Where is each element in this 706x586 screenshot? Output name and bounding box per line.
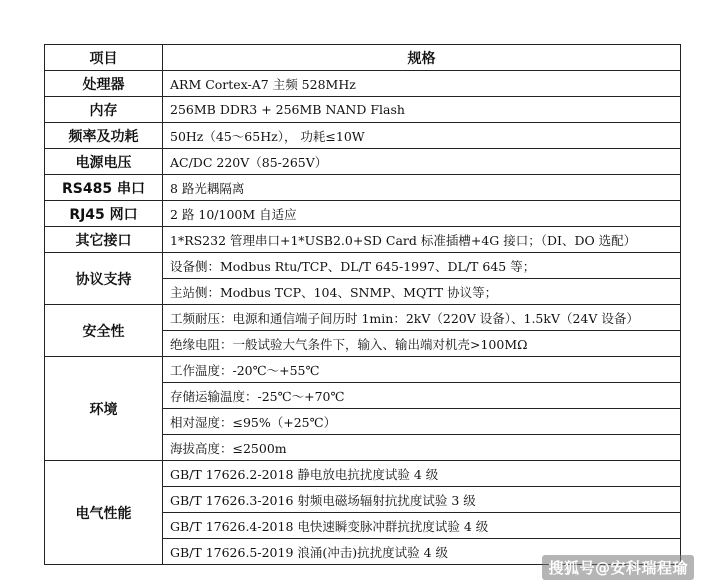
item-cell: 电源电压 bbox=[45, 149, 163, 175]
spec-cell: GB/T 17626.5-2019 浪涌(冲击)抗扰度试验 4 级 bbox=[163, 539, 681, 565]
item-cell: 环境 bbox=[45, 357, 163, 461]
spec-cell: GB/T 17626.3-2016 射频电磁场辐射抗扰度试验 3 级 bbox=[163, 487, 681, 513]
spec-cell: GB/T 17626.2-2018 静电放电抗扰度试验 4 级 bbox=[163, 461, 681, 487]
spec-cell: 50Hz（45～65Hz）， 功耗≤10W bbox=[163, 123, 681, 149]
item-cell: 安全性 bbox=[45, 305, 163, 357]
spec-cell: 1*RS232 管理串口+1*USB2.0+SD Card 标准插槽+4G 接口；（DI、DO 选配） bbox=[163, 227, 681, 253]
table-row bbox=[45, 357, 681, 383]
watermark: 搜狐号@安科瑞程瑜 bbox=[542, 555, 694, 580]
spec-cell: 海拔高度：≤2500m bbox=[163, 435, 681, 461]
spec-cell: GB/T 17626.4-2018 电快速瞬变脉冲群抗扰度试验 4 级 bbox=[163, 513, 681, 539]
spec-cell: 绝缘电阻：一般试验大气条件下，输入、输出端对机壳>100MΩ bbox=[163, 331, 681, 357]
item-cell: 其它接口 bbox=[45, 227, 163, 253]
table-row bbox=[45, 175, 681, 201]
item-cell: 电气性能 bbox=[45, 461, 163, 565]
spec-cell: 设备侧：Modbus Rtu/TCP、DL/T 645-1997、DL/T 645 等； bbox=[163, 253, 681, 279]
item-cell: RS485 串口 bbox=[45, 175, 163, 201]
item-cell: 协议支持 bbox=[45, 253, 163, 305]
table-row bbox=[45, 253, 681, 279]
table-row bbox=[45, 97, 681, 123]
header-row bbox=[45, 45, 681, 71]
table-row bbox=[45, 71, 681, 97]
header-spec: 规格 bbox=[163, 45, 681, 71]
table-row bbox=[45, 149, 681, 175]
spec-cell: 2 路 10/100M 自适应 bbox=[163, 201, 681, 227]
spec-cell: 8 路光耦隔离 bbox=[163, 175, 681, 201]
table-row bbox=[45, 201, 681, 227]
spec-cell: 256MB DDR3 + 256MB NAND Flash bbox=[163, 97, 681, 123]
spec-cell: 相对湿度：≤95%（+25℃） bbox=[163, 409, 681, 435]
spec-table-body bbox=[45, 71, 681, 565]
item-cell: 处理器 bbox=[45, 71, 163, 97]
spec-cell: 工作温度：-20℃～+55℃ bbox=[163, 357, 681, 383]
spec-cell: 主站侧：Modbus TCP、104、SNMP、MQTT 协议等； bbox=[163, 279, 681, 305]
item-cell: 内存 bbox=[45, 97, 163, 123]
spec-table bbox=[44, 44, 681, 565]
table-row bbox=[45, 227, 681, 253]
spec-cell: AC/DC 220V（85-265V） bbox=[163, 149, 681, 175]
table-row bbox=[45, 123, 681, 149]
spec-cell: 工频耐压：电源和通信端子间历时 1min：2kV（220V 设备）、1.5kV（24V 设备） bbox=[163, 305, 681, 331]
header-item: 项目 bbox=[45, 45, 163, 71]
spec-cell: 存储运输温度：-25℃～+70℃ bbox=[163, 383, 681, 409]
spec-cell: ARM Cortex-A7 主频 528MHz bbox=[163, 71, 681, 97]
item-cell: RJ45 网口 bbox=[45, 201, 163, 227]
table-row bbox=[45, 461, 681, 487]
table-row bbox=[45, 305, 681, 331]
item-cell: 频率及功耗 bbox=[45, 123, 163, 149]
